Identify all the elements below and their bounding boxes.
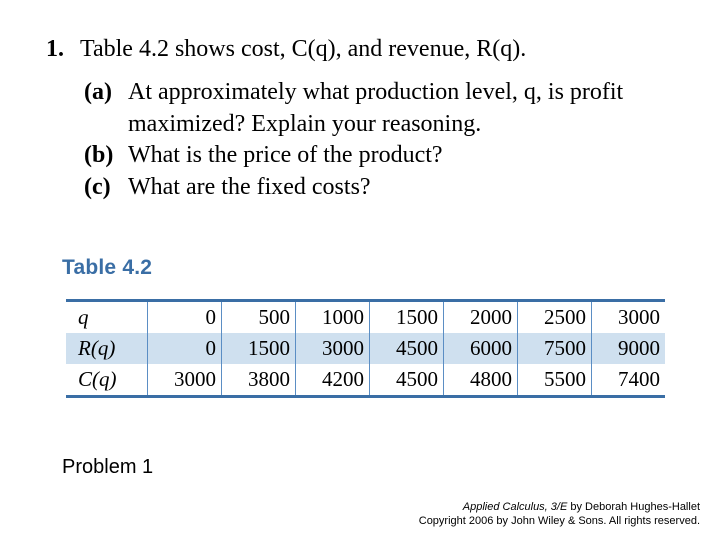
part-text: What is the price of the product? (128, 142, 443, 168)
copyright-notice: Copyright 2006 by John Wiley & Sons. All rights reserved. (418, 515, 700, 527)
table-cell: 7400 (592, 364, 666, 397)
problem-statement (46, 34, 686, 203)
footer-credit (419, 500, 700, 528)
problem-intro: Table 4.2 shows cost, C(q), and revenue, R(q). (80, 36, 527, 62)
problem-header (46, 34, 686, 65)
table-cell: 2000 (444, 301, 518, 334)
table-cell: 1500 (222, 333, 296, 364)
row-label: q (66, 301, 148, 334)
row-label: C(q) (66, 364, 148, 397)
data-table (66, 299, 665, 398)
row-label: R(q) (66, 333, 148, 364)
table-cell: 2500 (518, 301, 592, 334)
footer-line-1 (419, 500, 700, 514)
problem-caption: Problem 1 (62, 456, 154, 478)
table-cell: 500 (222, 301, 296, 334)
problem-part-a (84, 77, 686, 140)
part-label: (b) (84, 142, 114, 168)
problem-number: 1. (46, 36, 64, 62)
table-cell: 7500 (518, 333, 592, 364)
table-cell: 5500 (518, 364, 592, 397)
table-cell: 1000 (296, 301, 370, 334)
book-title: Applied Calculus, 3/E (462, 501, 568, 513)
table-row (66, 333, 665, 364)
table-cell: 4500 (370, 333, 444, 364)
table-cell: 3000 (296, 333, 370, 364)
byline: by Deborah Hughes-Hallet (567, 501, 700, 513)
problem-part-c (84, 172, 686, 204)
table-row (66, 364, 665, 397)
table-title: Table 4.2 (62, 256, 153, 279)
table-cell: 3000 (148, 364, 222, 397)
table-cell: 3000 (592, 301, 666, 334)
table-cell: 4800 (444, 364, 518, 397)
part-label: (c) (84, 173, 111, 200)
table-cell: 4200 (296, 364, 370, 397)
table-cell: 9000 (592, 333, 666, 364)
table-row (66, 301, 665, 334)
problem-parts (84, 77, 686, 203)
table-cell: 4500 (370, 364, 444, 397)
part-text: What are the fixed costs? (128, 173, 371, 200)
part-label: (a) (84, 79, 112, 105)
problem-part-b (84, 140, 686, 172)
table-cell: 6000 (444, 333, 518, 364)
table-cell: 1500 (370, 301, 444, 334)
table-cell: 3800 (222, 364, 296, 397)
table-cell: 0 (148, 333, 222, 364)
table-cell: 0 (148, 301, 222, 334)
part-text: At approximately what production level, q, is profit maximized? Explain your reasoning. (128, 79, 624, 137)
